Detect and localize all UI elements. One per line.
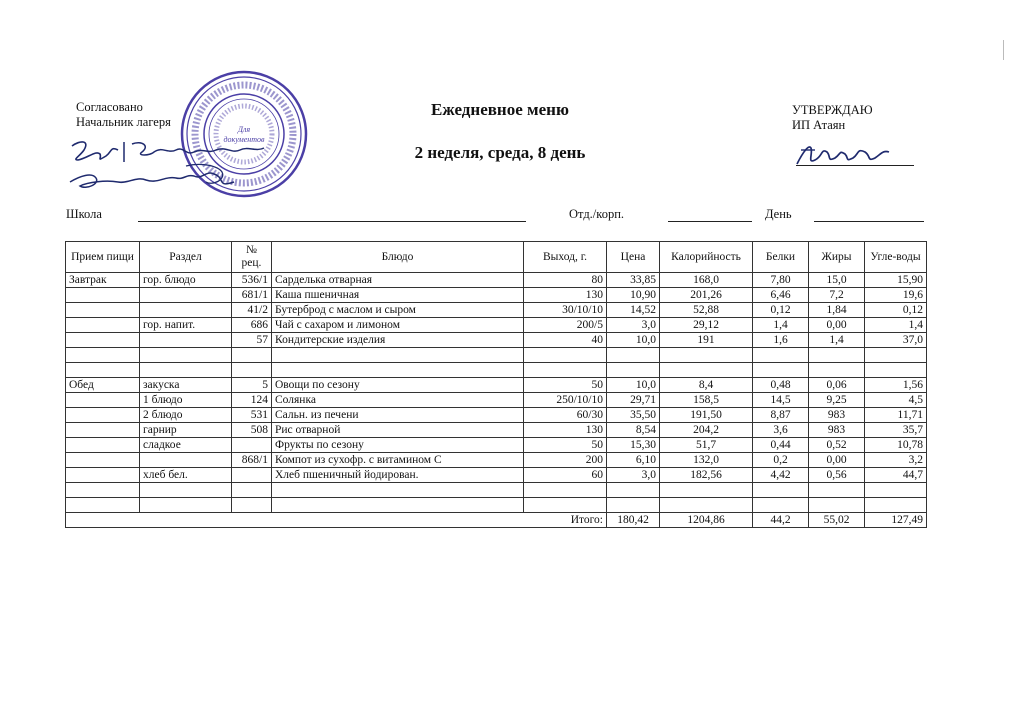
- table-row: [66, 453, 927, 468]
- dish-cell: Каша пшеничная: [272, 288, 524, 303]
- meal-cell: [66, 468, 140, 483]
- fat-cell: 9,25: [809, 393, 865, 408]
- protein-cell: 14,5: [753, 393, 809, 408]
- meal-cell: [66, 408, 140, 423]
- carbs-cell: 0,12: [865, 303, 927, 318]
- page-edge-mark: [1003, 40, 1004, 60]
- recipe-number-cell: 57: [232, 333, 272, 348]
- fat-cell: 983: [809, 423, 865, 438]
- column-header: Раздел: [140, 242, 232, 273]
- school-underline: [138, 221, 526, 222]
- carbs-cell: [865, 363, 927, 378]
- meal-cell: [66, 438, 140, 453]
- fat-cell: 0,06: [809, 378, 865, 393]
- table-row: [66, 303, 927, 318]
- meal-cell: Обед: [66, 378, 140, 393]
- meal-cell: [66, 393, 140, 408]
- fat-cell: 1,4: [809, 333, 865, 348]
- signature-line: [796, 165, 914, 166]
- column-header: Калорийность: [660, 242, 753, 273]
- column-header: Цена: [607, 242, 660, 273]
- price-cell: 10,90: [607, 288, 660, 303]
- table-row: [66, 438, 927, 453]
- protein-cell: 0,2: [753, 453, 809, 468]
- dish-cell: Кондитерские изделия: [272, 333, 524, 348]
- stamp-center-text: Для: [237, 125, 251, 134]
- table-row: [66, 423, 927, 438]
- section-cell: [140, 348, 232, 363]
- calories-cell: [660, 363, 753, 378]
- calories-cell: 51,7: [660, 438, 753, 453]
- recipe-number-cell: 868/1: [232, 453, 272, 468]
- table-row: [66, 498, 927, 513]
- section-cell: [140, 483, 232, 498]
- section-cell: 2 блюдо: [140, 408, 232, 423]
- carbs-cell: 37,0: [865, 333, 927, 348]
- recipe-number-cell: 681/1: [232, 288, 272, 303]
- section-cell: [140, 498, 232, 513]
- fat-cell: 0,52: [809, 438, 865, 453]
- document-subtitle: 2 неделя, среда, 8 день: [414, 143, 586, 162]
- column-header: Выход, г.: [524, 242, 607, 273]
- carbs-cell: 15,90: [865, 273, 927, 288]
- portion-cell: 130: [524, 423, 607, 438]
- price-cell: [607, 363, 660, 378]
- protein-cell: 1,4: [753, 318, 809, 333]
- protein-cell: 7,80: [753, 273, 809, 288]
- protein-cell: [753, 363, 809, 378]
- protein-cell: 6,46: [753, 288, 809, 303]
- price-cell: 35,50: [607, 408, 660, 423]
- price-cell: 6,10: [607, 453, 660, 468]
- dish-cell: Солянка: [272, 393, 524, 408]
- total-price: 180,42: [607, 513, 660, 528]
- document-title: Ежедневное меню: [431, 100, 569, 119]
- total-calories: 1204,86: [660, 513, 753, 528]
- fat-cell: [809, 348, 865, 363]
- section-cell: хлеб бел.: [140, 468, 232, 483]
- fat-cell: 983: [809, 408, 865, 423]
- price-cell: 10,0: [607, 378, 660, 393]
- fat-cell: [809, 483, 865, 498]
- table-row: [66, 393, 927, 408]
- carbs-cell: 3,2: [865, 453, 927, 468]
- portion-cell: 60: [524, 468, 607, 483]
- recipe-number-cell: 531: [232, 408, 272, 423]
- meal-cell: [66, 303, 140, 318]
- price-cell: 8,54: [607, 423, 660, 438]
- recipe-number-cell: 5: [232, 378, 272, 393]
- dish-cell: Сарделька отварная: [272, 273, 524, 288]
- recipe-number-cell: [232, 468, 272, 483]
- approved-label: Согласовано: [76, 100, 143, 114]
- section-cell: гор. блюдо: [140, 273, 232, 288]
- calories-cell: 191: [660, 333, 753, 348]
- dish-cell: Фрукты по сезону: [272, 438, 524, 453]
- protein-cell: 0,48: [753, 378, 809, 393]
- meal-cell: [66, 318, 140, 333]
- calories-cell: 158,5: [660, 393, 753, 408]
- protein-cell: 0,44: [753, 438, 809, 453]
- meal-cell: [66, 288, 140, 303]
- calories-cell: 132,0: [660, 453, 753, 468]
- price-cell: 3,0: [607, 468, 660, 483]
- section-cell: [140, 453, 232, 468]
- dish-cell: Овощи по сезону: [272, 378, 524, 393]
- table-header-row: [66, 242, 927, 273]
- price-cell: 14,52: [607, 303, 660, 318]
- recipe-number-cell: [232, 438, 272, 453]
- calories-cell: 191,50: [660, 408, 753, 423]
- price-cell: [607, 348, 660, 363]
- recipe-number-cell: 536/1: [232, 273, 272, 288]
- meal-cell: [66, 333, 140, 348]
- calories-cell: [660, 483, 753, 498]
- dish-cell: [272, 498, 524, 513]
- school-label: Школа: [66, 207, 102, 221]
- table-row: [66, 363, 927, 378]
- meal-cell: [66, 348, 140, 363]
- recipe-number-cell: 124: [232, 393, 272, 408]
- dish-cell: [272, 348, 524, 363]
- carbs-cell: 1,56: [865, 378, 927, 393]
- meal-cell: [66, 498, 140, 513]
- day-label: День: [765, 207, 792, 221]
- meal-cell: [66, 453, 140, 468]
- portion-cell: 80: [524, 273, 607, 288]
- dish-cell: [272, 363, 524, 378]
- meal-cell: [66, 423, 140, 438]
- portion-cell: [524, 498, 607, 513]
- portion-cell: 30/10/10: [524, 303, 607, 318]
- carbs-cell: [865, 348, 927, 363]
- recipe-number-cell: 686: [232, 318, 272, 333]
- fat-cell: [809, 363, 865, 378]
- protein-cell: [753, 483, 809, 498]
- fat-cell: 0,56: [809, 468, 865, 483]
- section-cell: [140, 363, 232, 378]
- price-cell: 29,71: [607, 393, 660, 408]
- carbs-cell: 11,71: [865, 408, 927, 423]
- recipe-number-cell: [232, 483, 272, 498]
- table-row: [66, 378, 927, 393]
- total-carbs: 127,49: [865, 513, 927, 528]
- protein-cell: 4,42: [753, 468, 809, 483]
- approver-name: ИП Атаян: [792, 118, 846, 132]
- total-fat: 55,02: [809, 513, 865, 528]
- price-cell: [607, 498, 660, 513]
- price-cell: 33,85: [607, 273, 660, 288]
- column-header: Белки: [753, 242, 809, 273]
- calories-cell: 29,12: [660, 318, 753, 333]
- handwritten-signature-right: [793, 138, 893, 174]
- column-header: Угле-воды: [865, 242, 927, 273]
- portion-cell: [524, 348, 607, 363]
- fat-cell: 15,0: [809, 273, 865, 288]
- section-cell: сладкое: [140, 438, 232, 453]
- approve-label: УТВЕРЖДАЮ: [792, 103, 873, 117]
- carbs-cell: [865, 498, 927, 513]
- price-cell: 15,30: [607, 438, 660, 453]
- menu-table-body: [66, 273, 927, 513]
- carbs-cell: 35,7: [865, 423, 927, 438]
- table-row: [66, 348, 927, 363]
- calories-cell: 182,56: [660, 468, 753, 483]
- recipe-number-cell: 508: [232, 423, 272, 438]
- price-cell: 3,0: [607, 318, 660, 333]
- calories-cell: [660, 348, 753, 363]
- total-protein: 44,2: [753, 513, 809, 528]
- section-cell: [140, 303, 232, 318]
- dish-cell: Сальн. из печени: [272, 408, 524, 423]
- calories-cell: 204,2: [660, 423, 753, 438]
- fat-cell: 0,00: [809, 318, 865, 333]
- column-header: Блюдо: [272, 242, 524, 273]
- meal-cell: Завтрак: [66, 273, 140, 288]
- price-cell: 10,0: [607, 333, 660, 348]
- protein-cell: [753, 498, 809, 513]
- section-cell: [140, 288, 232, 303]
- carbs-cell: 4,5: [865, 393, 927, 408]
- fat-cell: 0,00: [809, 453, 865, 468]
- dish-cell: Хлеб пшеничный йодирован.: [272, 468, 524, 483]
- table-row: [66, 273, 927, 288]
- camp-head-label: Начальник лагеря: [76, 115, 171, 129]
- protein-cell: 0,12: [753, 303, 809, 318]
- column-header: Прием пищи: [66, 242, 140, 273]
- protein-cell: 1,6: [753, 333, 809, 348]
- portion-cell: 50: [524, 378, 607, 393]
- protein-cell: 8,87: [753, 408, 809, 423]
- portion-cell: 60/30: [524, 408, 607, 423]
- calories-cell: 8,4: [660, 378, 753, 393]
- total-row: [66, 513, 927, 528]
- calories-cell: 168,0: [660, 273, 753, 288]
- section-cell: гор. напит.: [140, 318, 232, 333]
- fat-cell: 1,84: [809, 303, 865, 318]
- carbs-cell: 10,78: [865, 438, 927, 453]
- carbs-cell: 19,6: [865, 288, 927, 303]
- carbs-cell: 1,4: [865, 318, 927, 333]
- approval-block-left: [76, 100, 171, 130]
- section-cell: 1 блюдо: [140, 393, 232, 408]
- fat-cell: 7,2: [809, 288, 865, 303]
- table-row: [66, 408, 927, 423]
- calories-cell: [660, 498, 753, 513]
- portion-cell: 200/5: [524, 318, 607, 333]
- table-row: [66, 483, 927, 498]
- menu-table: [65, 241, 927, 528]
- portion-cell: 200: [524, 453, 607, 468]
- carbs-cell: [865, 483, 927, 498]
- recipe-number-cell: [232, 498, 272, 513]
- column-header: № рец.: [232, 242, 272, 273]
- handwritten-signature-left: [66, 132, 292, 202]
- section-cell: закуска: [140, 378, 232, 393]
- calories-cell: 52,88: [660, 303, 753, 318]
- protein-cell: 3,6: [753, 423, 809, 438]
- meal-cell: [66, 483, 140, 498]
- portion-cell: 40: [524, 333, 607, 348]
- portion-cell: [524, 483, 607, 498]
- carbs-cell: 44,7: [865, 468, 927, 483]
- dish-cell: [272, 483, 524, 498]
- table-row: [66, 468, 927, 483]
- recipe-number-cell: 41/2: [232, 303, 272, 318]
- table-row: [66, 288, 927, 303]
- price-cell: [607, 483, 660, 498]
- recipe-number-cell: [232, 363, 272, 378]
- portion-cell: 50: [524, 438, 607, 453]
- approval-block-right: [792, 103, 873, 133]
- dish-cell: Рис отварной: [272, 423, 524, 438]
- department-underline: [668, 221, 752, 222]
- meal-cell: [66, 363, 140, 378]
- department-label: Отд./корп.: [569, 207, 625, 221]
- total-label: Итого:: [66, 513, 607, 528]
- table-row: [66, 318, 927, 333]
- protein-cell: [753, 348, 809, 363]
- day-underline: [814, 221, 924, 222]
- column-header: Жиры: [809, 242, 865, 273]
- section-cell: [140, 333, 232, 348]
- portion-cell: [524, 363, 607, 378]
- table-row: [66, 333, 927, 348]
- calories-cell: 201,26: [660, 288, 753, 303]
- portion-cell: 250/10/10: [524, 393, 607, 408]
- recipe-number-cell: [232, 348, 272, 363]
- dish-cell: Чай с сахаром и лимоном: [272, 318, 524, 333]
- dish-cell: Бутерброд с маслом и сыром: [272, 303, 524, 318]
- portion-cell: 130: [524, 288, 607, 303]
- fat-cell: [809, 498, 865, 513]
- svg-text:документов: документов: [223, 135, 265, 144]
- dish-cell: Компот из сухофр. с витамином С: [272, 453, 524, 468]
- section-cell: гарнир: [140, 423, 232, 438]
